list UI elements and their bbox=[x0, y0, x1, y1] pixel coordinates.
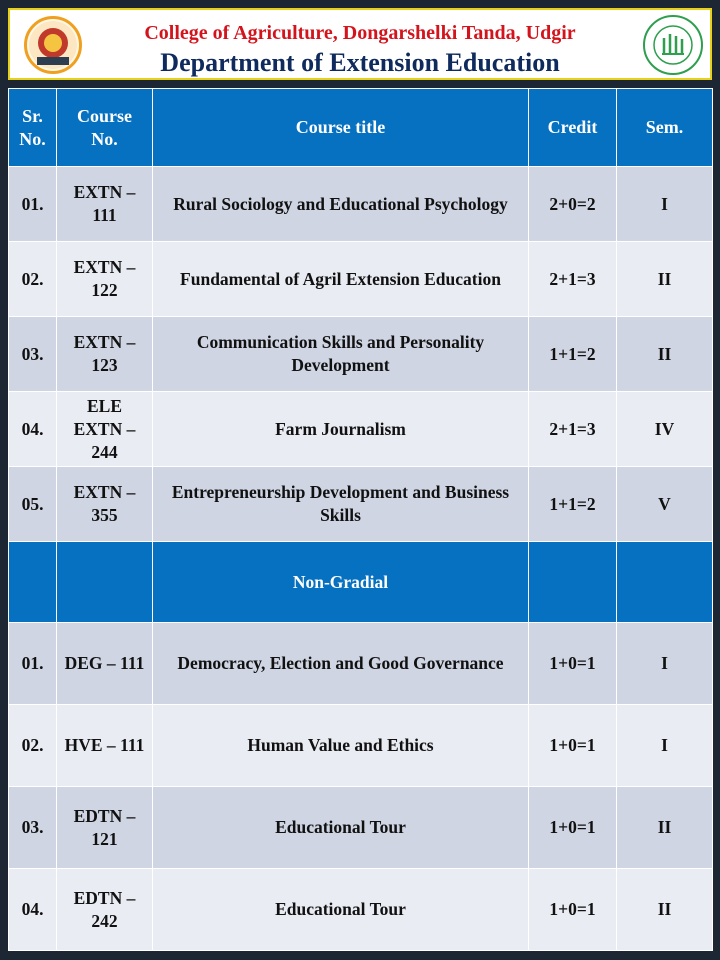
section-label: Non-Gradial bbox=[153, 542, 529, 623]
credit-cell: 1+1=2 bbox=[529, 467, 617, 542]
course-no-cell: EXTN – 123 bbox=[57, 317, 153, 392]
credit-cell: 1+0=1 bbox=[529, 787, 617, 869]
credit-cell: 2+0=2 bbox=[529, 167, 617, 242]
title-cell: Farm Journalism bbox=[153, 392, 529, 467]
credit-cell: 1+0=1 bbox=[529, 869, 617, 951]
college-name: College of Agriculture, Dongarshelki Tanda, Udgir bbox=[144, 22, 576, 44]
sr-cell: 04. bbox=[9, 869, 57, 951]
sem-cell: I bbox=[617, 623, 713, 705]
empty-cell bbox=[9, 542, 57, 623]
department-name: Department of Extension Education bbox=[160, 48, 560, 77]
sr-cell: 01. bbox=[9, 167, 57, 242]
title-cell: Educational Tour bbox=[153, 869, 529, 951]
empty-cell bbox=[57, 542, 153, 623]
college-seal-icon bbox=[642, 14, 704, 76]
col-header-sr: Sr. No. bbox=[9, 89, 57, 167]
sem-cell: II bbox=[617, 317, 713, 392]
credit-cell: 2+1=3 bbox=[529, 242, 617, 317]
table-row bbox=[9, 242, 713, 317]
course-no-cell: EDTN – 242 bbox=[57, 869, 153, 951]
title-cell: Human Value and Ethics bbox=[153, 705, 529, 787]
sem-cell: II bbox=[617, 869, 713, 951]
title-cell: Fundamental of Agril Extension Education bbox=[153, 242, 529, 317]
table-row bbox=[9, 787, 713, 869]
sem-cell: II bbox=[617, 242, 713, 317]
section-row-non-gradial bbox=[9, 542, 713, 623]
sem-cell: IV bbox=[617, 392, 713, 467]
sr-cell: 02. bbox=[9, 242, 57, 317]
page-header bbox=[8, 8, 712, 80]
table-row bbox=[9, 392, 713, 467]
title-cell: Communication Skills and Personality Development bbox=[153, 317, 529, 392]
col-header-title: Course title bbox=[153, 89, 529, 167]
course-no-cell: EXTN – 355 bbox=[57, 467, 153, 542]
course-no-cell: DEG – 111 bbox=[57, 623, 153, 705]
col-header-sem: Sem. bbox=[617, 89, 713, 167]
credit-cell: 1+0=1 bbox=[529, 623, 617, 705]
course-no-cell: EDTN – 121 bbox=[57, 787, 153, 869]
course-no-cell: ELE EXTN – 244 bbox=[57, 392, 153, 467]
credit-cell: 2+1=3 bbox=[529, 392, 617, 467]
table-row bbox=[9, 167, 713, 242]
university-emblem-icon bbox=[24, 16, 82, 74]
title-cell: Rural Sociology and Educational Psychology bbox=[153, 167, 529, 242]
sr-cell: 03. bbox=[9, 787, 57, 869]
course-no-cell: EXTN – 111 bbox=[57, 167, 153, 242]
table-row bbox=[9, 623, 713, 705]
credit-cell: 1+0=1 bbox=[529, 705, 617, 787]
sr-cell: 02. bbox=[9, 705, 57, 787]
credit-cell: 1+1=2 bbox=[529, 317, 617, 392]
course-table bbox=[8, 88, 713, 951]
col-header-course-no: Course No. bbox=[57, 89, 153, 167]
sem-cell: I bbox=[617, 705, 713, 787]
sr-cell: 04. bbox=[9, 392, 57, 467]
table-header-row bbox=[9, 89, 713, 167]
empty-cell bbox=[529, 542, 617, 623]
sr-cell: 01. bbox=[9, 623, 57, 705]
sr-cell: 03. bbox=[9, 317, 57, 392]
course-no-cell: EXTN – 122 bbox=[57, 242, 153, 317]
course-no-cell: HVE – 111 bbox=[57, 705, 153, 787]
empty-cell bbox=[617, 542, 713, 623]
table-row bbox=[9, 869, 713, 951]
table-row bbox=[9, 705, 713, 787]
sem-cell: V bbox=[617, 467, 713, 542]
title-cell: Democracy, Election and Good Governance bbox=[153, 623, 529, 705]
sem-cell: II bbox=[617, 787, 713, 869]
title-cell: Entrepreneurship Development and Business Skills bbox=[153, 467, 529, 542]
title-cell: Educational Tour bbox=[153, 787, 529, 869]
sem-cell: I bbox=[617, 167, 713, 242]
table-row bbox=[9, 317, 713, 392]
col-header-credit: Credit bbox=[529, 89, 617, 167]
table-row bbox=[9, 467, 713, 542]
sr-cell: 05. bbox=[9, 467, 57, 542]
